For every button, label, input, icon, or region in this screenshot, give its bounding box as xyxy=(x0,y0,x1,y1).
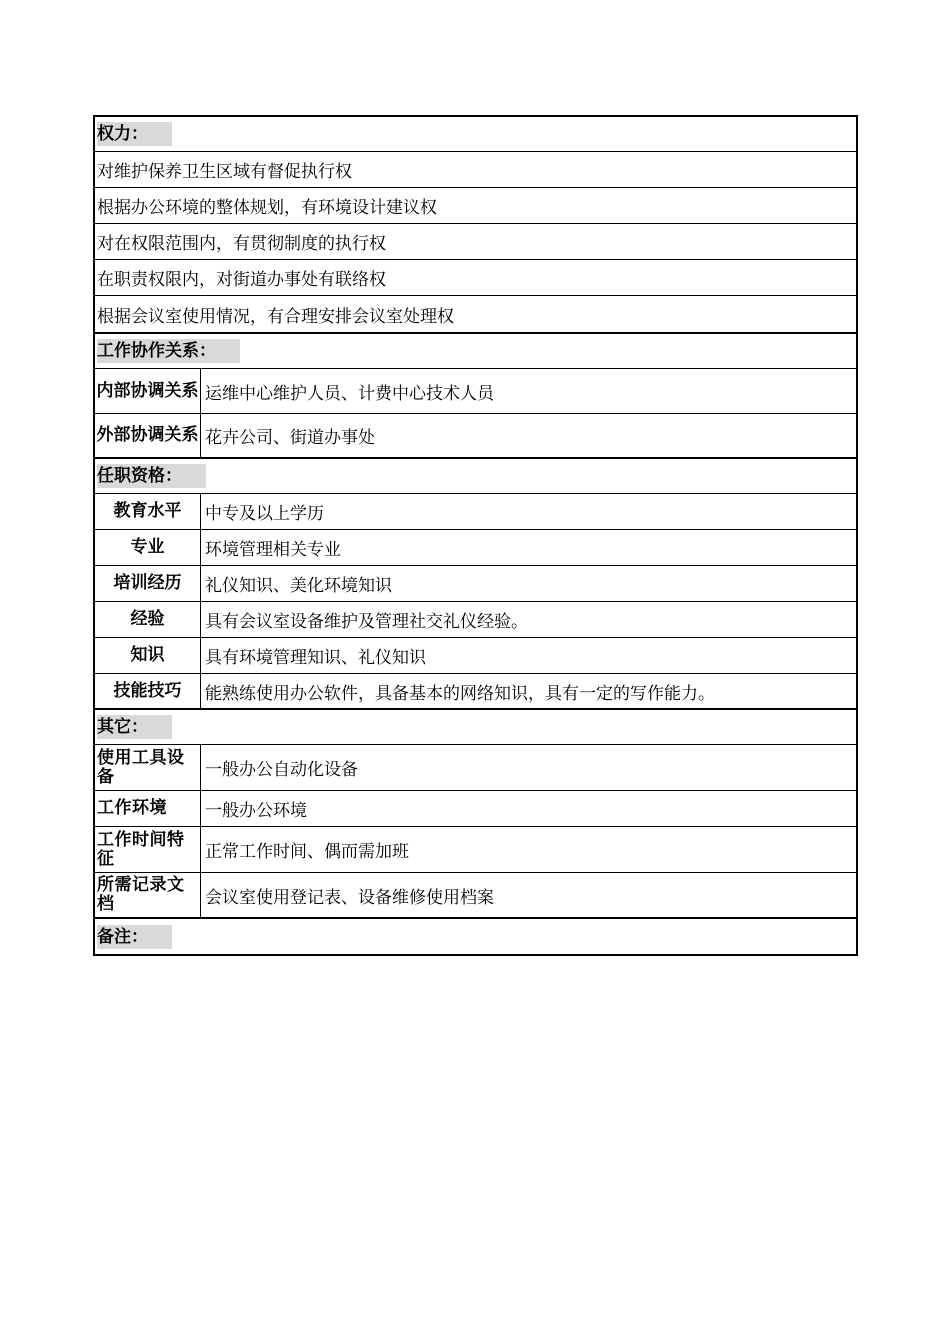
section-qualifications-header xyxy=(95,459,856,494)
relation-label: 外部协调关系 xyxy=(95,414,201,457)
qualification-row xyxy=(95,638,856,674)
other-value: 一般办公自动化设备 xyxy=(205,760,358,780)
qualification-row xyxy=(95,674,856,710)
other-row xyxy=(95,827,856,873)
qualification-row xyxy=(95,530,856,566)
power-item-text: 根据会议室使用情况，有合理安排会议室处理权 xyxy=(97,306,454,327)
power-item-text: 对维护保养卫生区域有督促执行权 xyxy=(97,162,352,182)
power-item xyxy=(95,296,856,334)
relation-label: 内部协调关系 xyxy=(95,369,201,413)
relation-value: 花卉公司、街道办事处 xyxy=(205,428,375,448)
qualification-label: 专业 xyxy=(95,530,201,565)
qualification-row xyxy=(95,566,856,602)
other-label: 使用工具设备 xyxy=(95,745,201,790)
section-title: 任职资格： xyxy=(97,464,206,488)
section-title: 权力： xyxy=(97,122,172,146)
power-item xyxy=(95,152,856,188)
other-row xyxy=(95,791,856,827)
section-title: 工作协作关系： xyxy=(97,339,240,363)
qualification-value: 具有环境管理知识、礼仪知识 xyxy=(205,648,426,668)
relation-row xyxy=(95,369,856,414)
qualification-value: 具有会议室设备维护及管理社交礼仪经验。 xyxy=(205,612,528,632)
power-item-text: 根据办公环境的整体规划，有环境设计建议权 xyxy=(97,198,437,218)
qualification-label: 经验 xyxy=(95,602,201,637)
qualification-label: 教育水平 xyxy=(95,494,201,529)
other-label: 工作时间特征 xyxy=(95,827,201,872)
section-relations-header xyxy=(95,334,856,369)
qualification-label: 培训经历 xyxy=(95,566,201,601)
qualification-value: 中专及以上学历 xyxy=(205,504,324,524)
other-row xyxy=(95,873,856,919)
other-label: 所需记录文档 xyxy=(95,873,201,917)
section-power-header xyxy=(95,117,856,152)
other-value: 会议室使用登记表、设备维修使用档案 xyxy=(205,887,494,908)
power-item xyxy=(95,224,856,260)
section-others-header xyxy=(95,710,856,745)
power-item xyxy=(95,260,856,296)
qualification-row xyxy=(95,494,856,530)
qualification-row xyxy=(95,602,856,638)
power-item-text: 在职责权限内，对街道办事处有联络权 xyxy=(97,270,386,290)
section-title: 其它： xyxy=(97,715,172,739)
qualification-value: 礼仪知识、美化环境知识 xyxy=(205,576,392,596)
other-label: 工作环境 xyxy=(95,791,201,826)
other-value: 一般办公环境 xyxy=(205,801,307,821)
other-row xyxy=(95,745,856,791)
relation-value: 运维中心维护人员、计费中心技术人员 xyxy=(205,383,494,404)
qualification-value: 环境管理相关专业 xyxy=(205,540,341,560)
power-item xyxy=(95,188,856,224)
section-notes-header xyxy=(95,919,856,954)
other-value: 正常工作时间、偶而需加班 xyxy=(205,842,409,862)
relation-row xyxy=(95,414,856,459)
power-item-text: 对在权限范围内，有贯彻制度的执行权 xyxy=(97,234,386,254)
job-description-table xyxy=(93,115,858,956)
qualification-label: 知识 xyxy=(95,638,201,673)
qualification-value: 能熟练使用办公软件，具备基本的网络知识，具有一定的写作能力。 xyxy=(205,683,715,704)
section-title: 备注： xyxy=(97,925,172,949)
qualification-label: 技能技巧 xyxy=(95,674,201,708)
